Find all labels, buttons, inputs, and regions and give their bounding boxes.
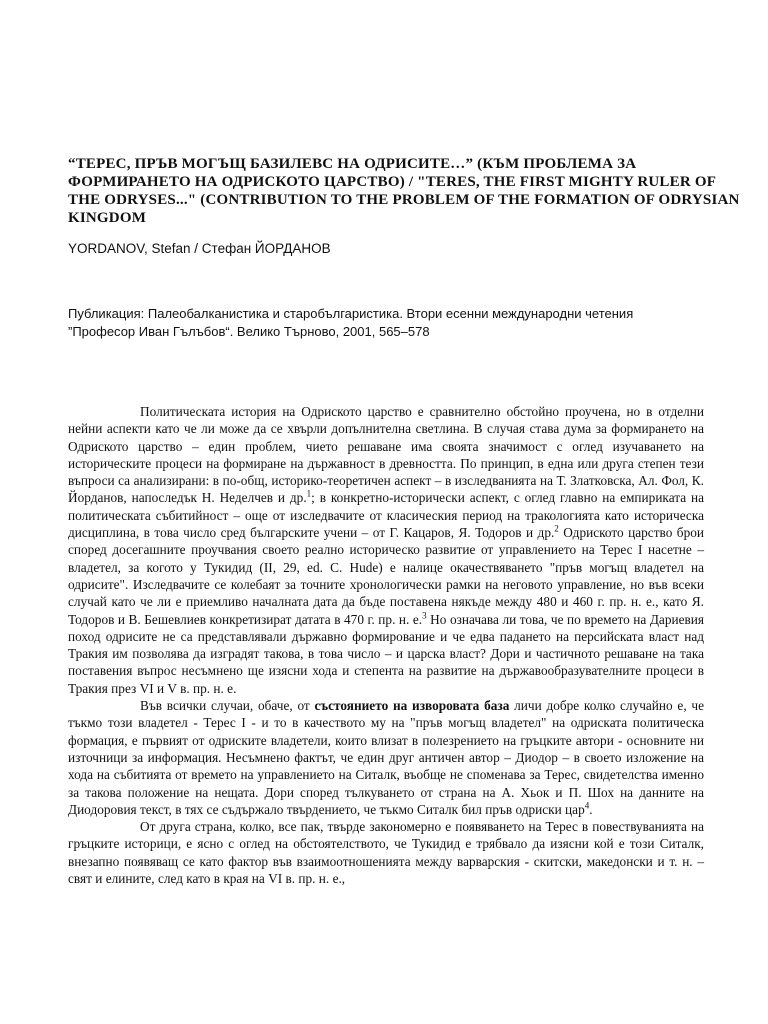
- paragraph-1-text-c: Одриското царство брои според досегашните проучвания своето реално историческо развитие от управлението на Терес I насетне – владетел, за когото у Тукидид (II, 29, ed. C. Hude) е налице окачествяването "пръв могъщ владетел на одрисите". Изследвачите се колебаят за точните хронологически рамки на неговото управление, но във всеки случай като че ли е приемливо началната дата да бъде поставена някъде между 480 и 460 г. пр. н. е., като Я. Тодоров и В. Бешевлиев конкретизират датата в 470 г. пр. н. е.: [68, 525, 704, 627]
- footnote-ref-4[interactable]: 4: [584, 800, 590, 811]
- paragraph-3: От друга страна, колко, все пак, твърде закономерно е появяването на Терес в повествуванията на гръцките историци, е ясно с оглед на обстоятелството, че Тукидид е трябвало да изясни кой е този Ситалк, внезапно появяващ се като фактор във взаимоотношенията между варварския - скитски, македонски и т. н. – свят и елините, след като в края на VI в. пр. н. е.,: [68, 819, 704, 887]
- document-title: “ТЕРЕС, ПРЪВ МОГЪЩ БАЗИЛЕВС НА ОДРИСИТЕ…” (КЪМ ПРОБЛЕМА ЗА ФОРМИРАНЕТО НА ОДРИСКОТО ЦАРСТВО) / "TERES, THE FIRST MIGHTY RULER OF THE ODRYSES..." (CONTRIBUTION TO THE PROBLEM OF THE FORMATION OF ODRYSIAN KINGDOM: [68, 156, 740, 226]
- publication-line-2: ”Професор Иван Гълъбов“. Велико Търново, 2001, 565–578: [68, 324, 430, 339]
- footnote-ref-3[interactable]: 3: [422, 610, 427, 621]
- paragraph-2: [68, 697, 704, 818]
- publication-line-1: Публикация: Палеобалканистика и старобългаристика. Втори есенни международни четения: [68, 306, 634, 321]
- paragraph-2-text-c: .: [589, 801, 593, 817]
- footnote-ref-1[interactable]: 1: [306, 489, 312, 500]
- paragraph-2-text-b: личи добре колко случайно е, че тъкмо този владетел - Терес I - и то в качеството му на "пръв могъщ владетел" на одриската политическа формация, е първият от одриските владетели, които влизат в полезрението на гръцките автори - основните ни източници за информация. Несъмнено фактът, че един друг античен автор – Диодор – в своето изложение на хода на събитията от времето на управлението на Ситалк, въобще не споменава за Терес, свидетелства именно за такова положение на нещата. Дори според тълкуването от страна на А. Хьок и П. Шох на данните на Диодоровия текст, в тях се съдържало твърдението, че тъкмо Ситалк бил пръв одриски цар: [68, 698, 704, 817]
- article-body: [68, 403, 704, 887]
- publication-info: [68, 305, 708, 341]
- paragraph-1-text-a: Политическата история на Одриското царство е сравнително обстойно проучена, но в отделни нейни аспекти като че ли може да се хвърли допълнителна светлина. В случая става дума за формирането на Одриското царство – един проблем, чието решаване има своята значимост с оглед изучаването на историческите процеси на формиране на държавност в древността. По принцип, в една или друга степен тези въпроси са анализирани: в по-общ, историко-теоретичен аспект – в изследванията на Т. Златковска, Ал. Фол, К. Йорданов, напоследък Н. Неделчев и др.: [68, 404, 704, 506]
- paragraph-1: [68, 403, 704, 697]
- footnote-ref-2[interactable]: 2: [554, 523, 559, 534]
- paragraph-2-emphasis: състоянието на изворовата база: [314, 698, 510, 714]
- paragraph-1-text-d: Но означава ли това, че по времето на Дариевия поход одрисите не са представлявали държавно формирование и че едва падането на персийската власт над Тракия им позволява да изградят такова, в това число – и царска власт? Дори и частичното решаване на така поставения въпрос несъмнено ще изясни хода и степента на развитие на държавообразувателните процеси в Тракия през VI и V в. пр. н. е.: [68, 611, 704, 696]
- author-line: YORDANOV, Stefan / Стефан ЙОРДАНОВ: [68, 241, 331, 256]
- paragraph-2-text-a: Във всички случаи, обаче, от: [140, 698, 315, 714]
- paragraph-1-text-b: ; в конкретно-исторически аспект, с оглед главно на емпириката на политическата събитийност – още от изследвачите от класическия период на тракологията като историческа дисциплина, в това число сред българските учени – от Г. Кацаров, Я. Тодоров и др.: [68, 490, 705, 541]
